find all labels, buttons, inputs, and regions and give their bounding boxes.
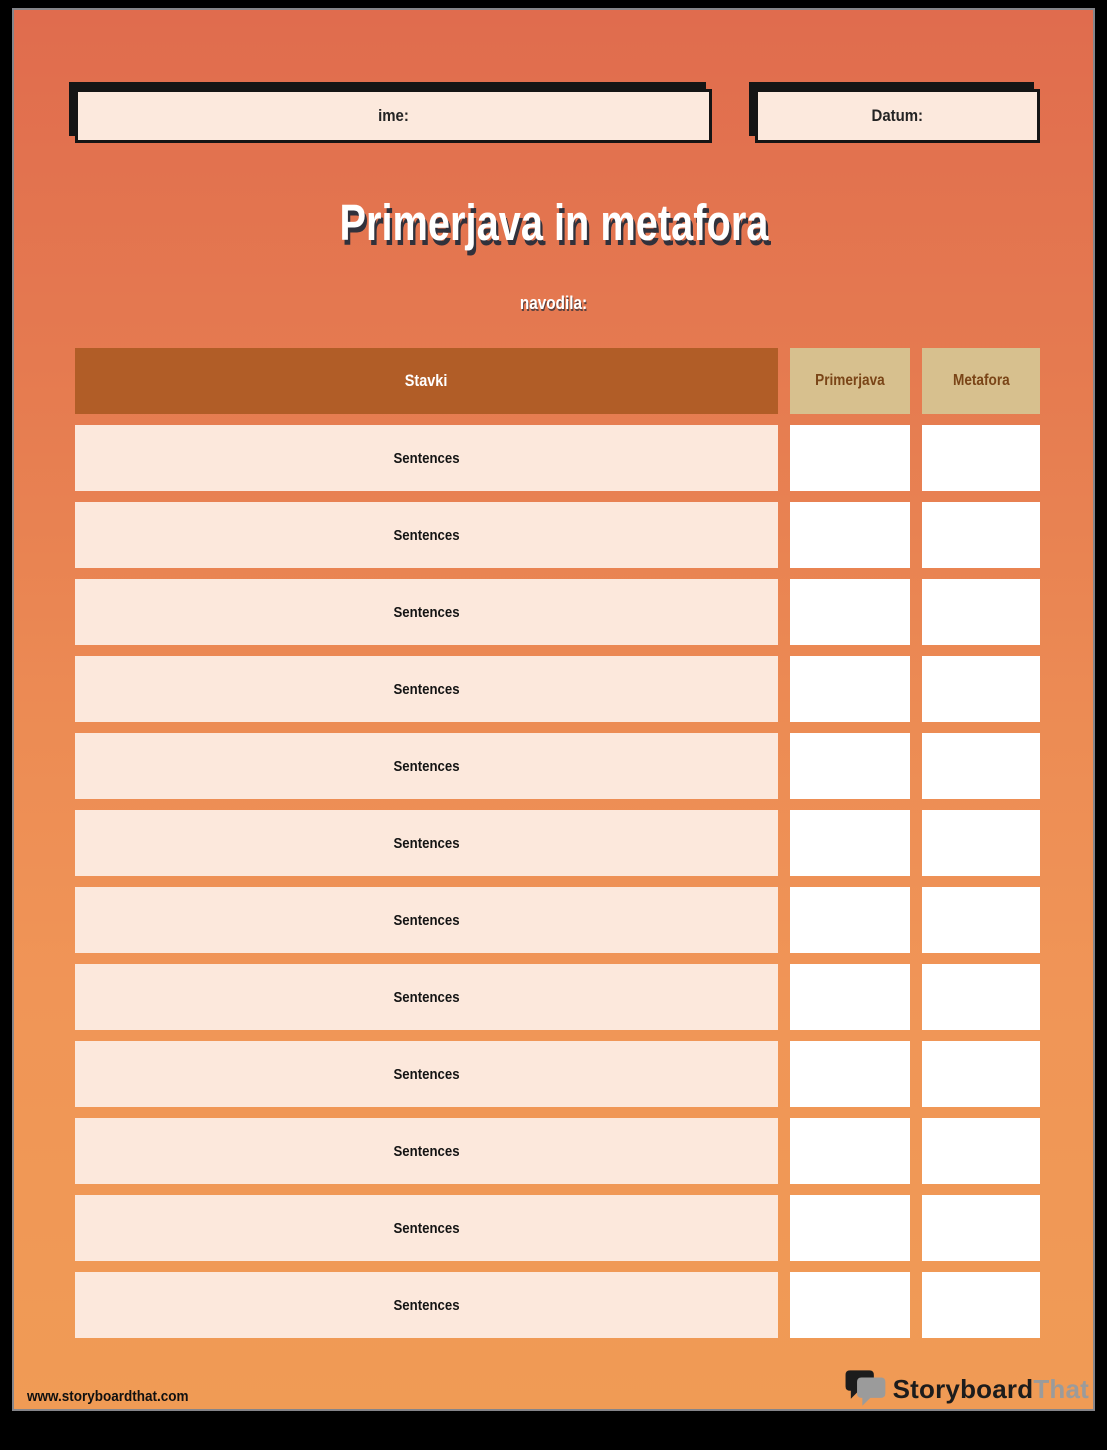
primerjava-answer-cell[interactable]	[790, 425, 910, 491]
primerjava-answer-cell[interactable]	[790, 1195, 910, 1261]
primerjava-answer-cell[interactable]	[790, 887, 910, 953]
metafora-answer-cell[interactable]	[922, 1118, 1040, 1184]
page-title: Primerjava in metafora	[339, 194, 768, 251]
table-row	[75, 502, 1040, 568]
worksheet-table	[75, 348, 1040, 1338]
sentence-cell[interactable]: Sentences	[75, 1041, 778, 1107]
table-row	[75, 579, 1040, 645]
metafora-answer-cell[interactable]	[922, 964, 1040, 1030]
sentence-cell[interactable]: Sentences	[75, 579, 778, 645]
column-header-metafora: Metafora	[922, 348, 1040, 414]
name-field[interactable]	[75, 89, 712, 143]
logo-text: StoryboardThat	[892, 1373, 1089, 1404]
table-row	[75, 964, 1040, 1030]
metafora-answer-cell[interactable]	[922, 425, 1040, 491]
table-row	[75, 656, 1040, 722]
metafora-answer-cell[interactable]	[922, 502, 1040, 568]
sentence-cell[interactable]: Sentences	[75, 1118, 778, 1184]
metafora-answer-cell[interactable]	[922, 1041, 1040, 1107]
primerjava-answer-cell[interactable]	[790, 1118, 910, 1184]
metafora-answer-cell[interactable]	[922, 887, 1040, 953]
metafora-answer-cell[interactable]	[922, 810, 1040, 876]
primerjava-answer-cell[interactable]	[790, 1272, 910, 1338]
primerjava-answer-cell[interactable]	[790, 733, 910, 799]
primerjava-answer-cell[interactable]	[790, 579, 910, 645]
table-row	[75, 733, 1040, 799]
instructions-label: navodila:	[519, 293, 588, 313]
metafora-answer-cell[interactable]	[922, 1272, 1040, 1338]
date-field[interactable]	[755, 89, 1040, 143]
sentence-cell[interactable]: Sentences	[75, 810, 778, 876]
worksheet-page	[12, 8, 1095, 1411]
table-row	[75, 1041, 1040, 1107]
sentence-cell[interactable]: Sentences	[75, 964, 778, 1030]
sentence-cell[interactable]: Sentences	[75, 1195, 778, 1261]
speech-bubbles-icon	[842, 1366, 888, 1412]
sentence-cell[interactable]: Sentences	[75, 425, 778, 491]
table-header-row	[75, 348, 1040, 414]
table-row	[75, 1118, 1040, 1184]
table-row	[75, 1195, 1040, 1261]
name-label: ime:	[378, 106, 409, 125]
sentence-cell[interactable]: Sentences	[75, 1272, 778, 1338]
table-row	[75, 425, 1040, 491]
primerjava-answer-cell[interactable]	[790, 502, 910, 568]
date-label: Datum:	[871, 106, 924, 125]
table-row	[75, 887, 1040, 953]
table-row	[75, 1272, 1040, 1338]
primerjava-answer-cell[interactable]	[790, 964, 910, 1030]
storyboardthat-logo	[842, 1366, 1089, 1412]
sentence-cell[interactable]: Sentences	[75, 887, 778, 953]
metafora-answer-cell[interactable]	[922, 579, 1040, 645]
column-header-stavki: Stavki	[75, 348, 778, 414]
sentence-cell[interactable]: Sentences	[75, 656, 778, 722]
primerjava-answer-cell[interactable]	[790, 810, 910, 876]
metafora-answer-cell[interactable]	[922, 656, 1040, 722]
metafora-answer-cell[interactable]	[922, 1195, 1040, 1261]
footer-url: www.storyboardthat.com	[27, 1388, 189, 1405]
sentence-cell[interactable]: Sentences	[75, 502, 778, 568]
primerjava-answer-cell[interactable]	[790, 656, 910, 722]
metafora-answer-cell[interactable]	[922, 733, 1040, 799]
table-row	[75, 810, 1040, 876]
column-header-primerjava: Primerjava	[790, 348, 910, 414]
primerjava-answer-cell[interactable]	[790, 1041, 910, 1107]
sentence-cell[interactable]: Sentences	[75, 733, 778, 799]
